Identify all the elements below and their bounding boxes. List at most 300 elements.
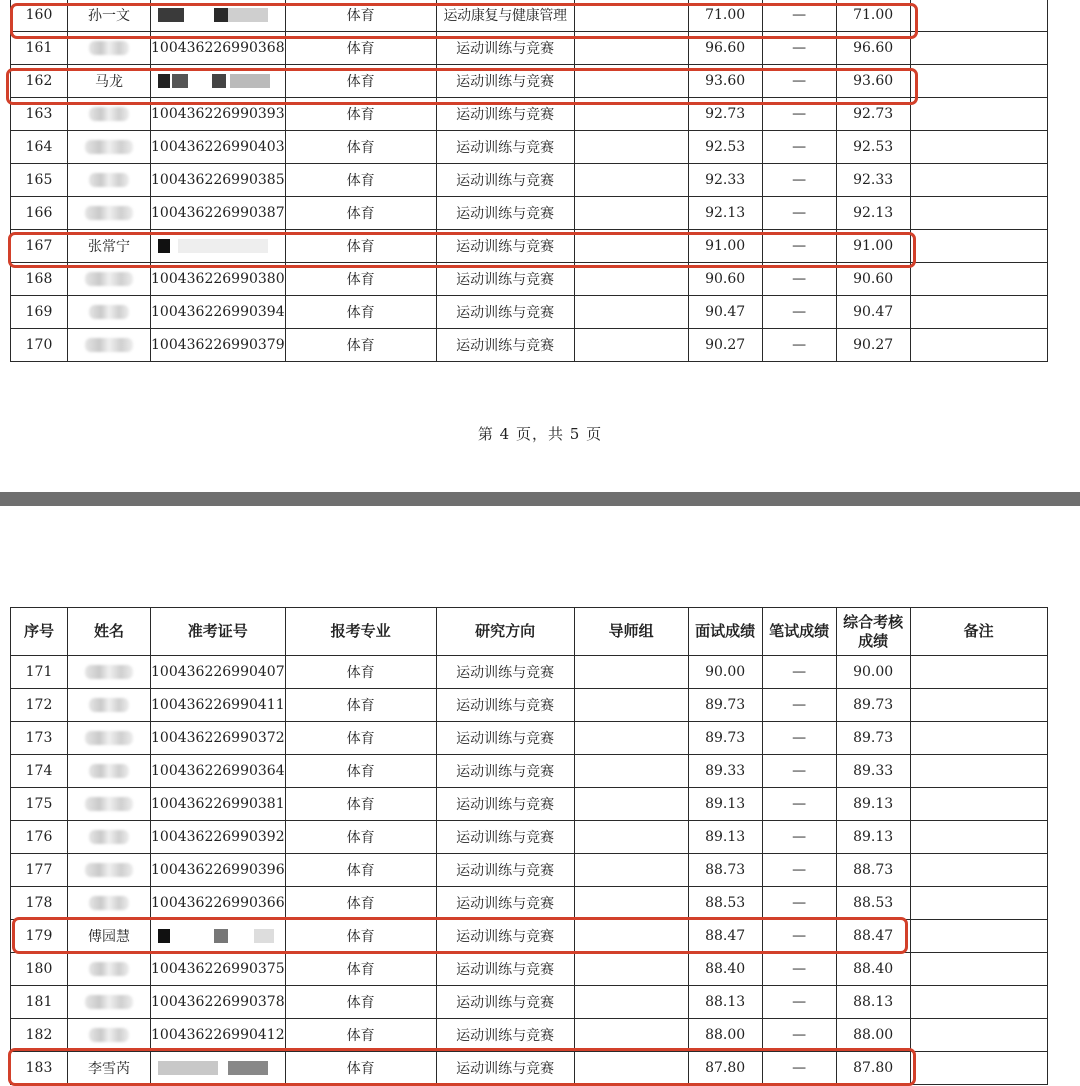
- cell-id: 100436226990387: [151, 197, 286, 230]
- cell-note: [910, 656, 1047, 689]
- cell-interview: 88.47: [688, 920, 762, 953]
- cell-total: 88.13: [836, 986, 910, 1019]
- cell-total: 88.00: [836, 1019, 910, 1052]
- cell-major: 体育: [285, 821, 436, 854]
- cell-major: 体育: [285, 920, 436, 953]
- cell-direction: 运动训练与竞赛: [436, 197, 574, 230]
- cell-total: 93.60: [836, 65, 910, 98]
- cell-major: 体育: [285, 755, 436, 788]
- header-no: 序号: [11, 608, 68, 656]
- cell-no: 169: [11, 296, 68, 329]
- cell-name: 李雪芮: [68, 1052, 151, 1085]
- cell-name: [68, 656, 151, 689]
- table-row: [11, 98, 1048, 131]
- cell-major: 体育: [285, 854, 436, 887]
- header-exam-id: 准考证号: [151, 608, 286, 656]
- redacted-name-mask: [89, 764, 129, 778]
- cell-no: 180: [11, 953, 68, 986]
- cell-mentor: [574, 953, 688, 986]
- redacted-id-mask: [158, 8, 278, 22]
- cell-major: 体育: [285, 329, 436, 362]
- header-mentor-group: 导师组: [574, 608, 688, 656]
- cell-written: —: [762, 689, 836, 722]
- cell-written: —: [762, 131, 836, 164]
- cell-written: —: [762, 1019, 836, 1052]
- table-row: [11, 1052, 1048, 1085]
- cell-written: —: [762, 230, 836, 263]
- redacted-id-mask: [158, 929, 278, 943]
- cell-total: 90.47: [836, 296, 910, 329]
- cell-id: 100436226990364: [151, 755, 286, 788]
- table-row: [11, 821, 1048, 854]
- cell-direction: 运动训练与竞赛: [436, 656, 574, 689]
- cell-name: [68, 164, 151, 197]
- cell-written: —: [762, 854, 836, 887]
- cell-direction: 运动训练与竞赛: [436, 854, 574, 887]
- cell-major: 体育: [285, 689, 436, 722]
- cell-id: 100436226990411: [151, 689, 286, 722]
- cell-id: 100436226990381: [151, 788, 286, 821]
- cell-note: [910, 32, 1047, 65]
- cell-name: [68, 32, 151, 65]
- cell-direction: 运动训练与竞赛: [436, 788, 574, 821]
- cell-note: [910, 920, 1047, 953]
- cell-mentor: [574, 1019, 688, 1052]
- cell-direction: 运动训练与竞赛: [436, 1052, 574, 1085]
- table-row: [11, 32, 1048, 65]
- cell-id: 100436226990372: [151, 722, 286, 755]
- table-row: [11, 656, 1048, 689]
- cell-written: —: [762, 656, 836, 689]
- cell-written: —: [762, 296, 836, 329]
- redacted-name-mask: [89, 896, 129, 910]
- cell-note: [910, 0, 1047, 32]
- cell-written: —: [762, 887, 836, 920]
- cell-no: 175: [11, 788, 68, 821]
- table-row: [11, 854, 1048, 887]
- cell-major: 体育: [285, 98, 436, 131]
- cell-major: 体育: [285, 263, 436, 296]
- score-table-page-4: [10, 0, 1048, 362]
- table-row: [11, 755, 1048, 788]
- cell-id: 100436226990375: [151, 953, 286, 986]
- cell-no: 161: [11, 32, 68, 65]
- cell-mentor: [574, 920, 688, 953]
- cell-name: [68, 329, 151, 362]
- cell-no: 181: [11, 986, 68, 1019]
- cell-interview: 89.73: [688, 689, 762, 722]
- redacted-name-mask: [85, 995, 133, 1009]
- table-row: [11, 263, 1048, 296]
- cell-no: 160: [11, 0, 68, 32]
- cell-total: 92.33: [836, 164, 910, 197]
- cell-id: [151, 920, 286, 953]
- redacted-name-mask: [89, 1028, 129, 1042]
- header-total-score: 综合考核成绩: [836, 608, 910, 656]
- table-row: [11, 920, 1048, 953]
- redacted-name-mask: [89, 107, 129, 121]
- cell-total: 91.00: [836, 230, 910, 263]
- cell-name: [68, 854, 151, 887]
- cell-written: —: [762, 755, 836, 788]
- table-row: [11, 164, 1048, 197]
- cell-total: 90.27: [836, 329, 910, 362]
- cell-total: 89.13: [836, 821, 910, 854]
- cell-id: 100436226990385: [151, 164, 286, 197]
- cell-written: —: [762, 32, 836, 65]
- cell-written: —: [762, 329, 836, 362]
- cell-note: [910, 164, 1047, 197]
- cell-mentor: [574, 821, 688, 854]
- cell-interview: 88.73: [688, 854, 762, 887]
- redacted-name-mask: [85, 140, 133, 154]
- cell-id: 100436226990396: [151, 854, 286, 887]
- cell-name: [68, 98, 151, 131]
- cell-major: 体育: [285, 65, 436, 98]
- cell-no: 162: [11, 65, 68, 98]
- cell-direction: 运动训练与竞赛: [436, 953, 574, 986]
- cell-no: 166: [11, 197, 68, 230]
- cell-written: —: [762, 164, 836, 197]
- cell-major: 体育: [285, 296, 436, 329]
- cell-note: [910, 986, 1047, 1019]
- cell-mentor: [574, 0, 688, 32]
- cell-written: —: [762, 65, 836, 98]
- cell-no: 178: [11, 887, 68, 920]
- cell-interview: 92.33: [688, 164, 762, 197]
- cell-name: [68, 821, 151, 854]
- cell-mentor: [574, 197, 688, 230]
- cell-major: 体育: [285, 722, 436, 755]
- cell-mentor: [574, 329, 688, 362]
- cell-major: 体育: [285, 788, 436, 821]
- cell-mentor: [574, 755, 688, 788]
- redacted-name-mask: [85, 863, 133, 877]
- cell-note: [910, 722, 1047, 755]
- cell-written: —: [762, 821, 836, 854]
- page-divider: [0, 492, 1080, 506]
- cell-note: [910, 755, 1047, 788]
- cell-direction: 运动训练与竞赛: [436, 263, 574, 296]
- cell-mentor: [574, 230, 688, 263]
- cell-major: 体育: [285, 230, 436, 263]
- cell-mentor: [574, 164, 688, 197]
- cell-written: —: [762, 722, 836, 755]
- cell-id: 100436226990366: [151, 887, 286, 920]
- cell-total: 88.73: [836, 854, 910, 887]
- cell-total: 88.47: [836, 920, 910, 953]
- cell-id: 100436226990407: [151, 656, 286, 689]
- cell-name: [68, 722, 151, 755]
- cell-note: [910, 230, 1047, 263]
- cell-note: [910, 1019, 1047, 1052]
- cell-id: 100436226990368: [151, 32, 286, 65]
- table-row: [11, 1019, 1048, 1052]
- cell-written: —: [762, 0, 836, 32]
- redacted-name-mask: [89, 962, 129, 976]
- cell-mentor: [574, 263, 688, 296]
- cell-major: 体育: [285, 887, 436, 920]
- cell-direction: 运动训练与竞赛: [436, 32, 574, 65]
- cell-interview: 71.00: [688, 0, 762, 32]
- cell-name: [68, 986, 151, 1019]
- header-major: 报考专业: [285, 608, 436, 656]
- table-row: [11, 329, 1048, 362]
- cell-major: 体育: [285, 32, 436, 65]
- table-row: [11, 197, 1048, 230]
- cell-note: [910, 65, 1047, 98]
- redacted-name-mask: [85, 272, 133, 286]
- cell-direction: 运动训练与竞赛: [436, 131, 574, 164]
- cell-note: [910, 131, 1047, 164]
- table-row: [11, 887, 1048, 920]
- table-row: [11, 0, 1048, 32]
- cell-mentor: [574, 1052, 688, 1085]
- cell-interview: 93.60: [688, 65, 762, 98]
- cell-total: 89.73: [836, 689, 910, 722]
- cell-mentor: [574, 131, 688, 164]
- redacted-name-mask: [89, 173, 129, 187]
- cell-written: —: [762, 1052, 836, 1085]
- cell-note: [910, 329, 1047, 362]
- cell-no: 173: [11, 722, 68, 755]
- cell-total: 89.73: [836, 722, 910, 755]
- header-note: 备注: [910, 608, 1047, 656]
- cell-name: 马龙: [68, 65, 151, 98]
- cell-total: 89.13: [836, 788, 910, 821]
- table-row: [11, 296, 1048, 329]
- table-row: [11, 986, 1048, 1019]
- cell-major: 体育: [285, 953, 436, 986]
- cell-direction: 运动训练与竞赛: [436, 296, 574, 329]
- redacted-name-mask: [89, 41, 129, 55]
- table-row: [11, 953, 1048, 986]
- cell-interview: 89.73: [688, 722, 762, 755]
- cell-id: [151, 0, 286, 32]
- cell-note: [910, 1052, 1047, 1085]
- cell-id: 100436226990412: [151, 1019, 286, 1052]
- table-row: [11, 722, 1048, 755]
- table-row: [11, 131, 1048, 164]
- cell-name: [68, 263, 151, 296]
- cell-direction: 运动训练与竞赛: [436, 230, 574, 263]
- cell-direction: 运动训练与竞赛: [436, 986, 574, 1019]
- cell-interview: 89.13: [688, 788, 762, 821]
- cell-no: 163: [11, 98, 68, 131]
- cell-note: [910, 821, 1047, 854]
- cell-mentor: [574, 32, 688, 65]
- header-direction: 研究方向: [436, 608, 574, 656]
- table-row: [11, 689, 1048, 722]
- cell-major: 体育: [285, 0, 436, 32]
- cell-no: 177: [11, 854, 68, 887]
- cell-major: 体育: [285, 131, 436, 164]
- redacted-id-mask: [158, 74, 278, 88]
- cell-interview: 88.00: [688, 1019, 762, 1052]
- cell-no: 171: [11, 656, 68, 689]
- cell-written: —: [762, 98, 836, 131]
- cell-id: [151, 1052, 286, 1085]
- cell-major: 体育: [285, 986, 436, 1019]
- cell-total: 89.33: [836, 755, 910, 788]
- cell-written: —: [762, 197, 836, 230]
- cell-interview: 92.73: [688, 98, 762, 131]
- cell-interview: 88.53: [688, 887, 762, 920]
- cell-total: 90.60: [836, 263, 910, 296]
- cell-total: 92.53: [836, 131, 910, 164]
- cell-note: [910, 788, 1047, 821]
- cell-major: 体育: [285, 1019, 436, 1052]
- header-name: 姓名: [68, 608, 151, 656]
- cell-direction: 运动训练与竞赛: [436, 1019, 574, 1052]
- cell-major: 体育: [285, 197, 436, 230]
- page-number-footer: 第 4 页，共 5 页: [477, 425, 603, 443]
- cell-mentor: [574, 65, 688, 98]
- cell-note: [910, 887, 1047, 920]
- cell-interview: 90.00: [688, 656, 762, 689]
- cell-note: [910, 263, 1047, 296]
- redacted-name-mask: [85, 206, 133, 220]
- cell-direction: 运动训练与竞赛: [436, 65, 574, 98]
- cell-id: [151, 65, 286, 98]
- cell-direction: 运动康复与健康管理: [436, 0, 574, 32]
- cell-direction: 运动训练与竞赛: [436, 164, 574, 197]
- cell-name: [68, 1019, 151, 1052]
- cell-note: [910, 197, 1047, 230]
- cell-no: 172: [11, 689, 68, 722]
- cell-direction: 运动训练与竞赛: [436, 722, 574, 755]
- table-row: [11, 788, 1048, 821]
- cell-written: —: [762, 986, 836, 1019]
- score-table-page-5: [10, 607, 1048, 1085]
- cell-id: 100436226990379: [151, 329, 286, 362]
- cell-written: —: [762, 263, 836, 296]
- cell-id: 100436226990393: [151, 98, 286, 131]
- cell-note: [910, 296, 1047, 329]
- cell-id: 100436226990394: [151, 296, 286, 329]
- cell-mentor: [574, 986, 688, 1019]
- cell-mentor: [574, 788, 688, 821]
- cell-direction: 运动训练与竞赛: [436, 98, 574, 131]
- cell-total: 88.53: [836, 887, 910, 920]
- cell-interview: 91.00: [688, 230, 762, 263]
- cell-mentor: [574, 656, 688, 689]
- cell-name: 傅园慧: [68, 920, 151, 953]
- cell-name: [68, 197, 151, 230]
- cell-no: 182: [11, 1019, 68, 1052]
- cell-total: 90.00: [836, 656, 910, 689]
- cell-no: 164: [11, 131, 68, 164]
- cell-no: 179: [11, 920, 68, 953]
- header-interview-score: 面试成绩: [688, 608, 762, 656]
- cell-direction: 运动训练与竞赛: [436, 689, 574, 722]
- table-row: [11, 230, 1048, 263]
- cell-no: 167: [11, 230, 68, 263]
- redacted-name-mask: [89, 830, 129, 844]
- cell-mentor: [574, 854, 688, 887]
- cell-interview: 90.47: [688, 296, 762, 329]
- redacted-name-mask: [89, 698, 129, 712]
- cell-id: 100436226990403: [151, 131, 286, 164]
- cell-interview: 88.40: [688, 953, 762, 986]
- cell-no: 176: [11, 821, 68, 854]
- cell-direction: 运动训练与竞赛: [436, 755, 574, 788]
- cell-name: [68, 953, 151, 986]
- cell-interview: 92.53: [688, 131, 762, 164]
- cell-mentor: [574, 887, 688, 920]
- redacted-name-mask: [85, 338, 133, 352]
- cell-mentor: [574, 98, 688, 131]
- cell-no: 183: [11, 1052, 68, 1085]
- redacted-name-mask: [85, 797, 133, 811]
- cell-name: [68, 131, 151, 164]
- cell-id: 100436226990392: [151, 821, 286, 854]
- cell-mentor: [574, 689, 688, 722]
- redacted-name-mask: [85, 665, 133, 679]
- cell-id: 100436226990378: [151, 986, 286, 1019]
- cell-direction: 运动训练与竞赛: [436, 821, 574, 854]
- cell-major: 体育: [285, 656, 436, 689]
- cell-note: [910, 98, 1047, 131]
- cell-id: 100436226990380: [151, 263, 286, 296]
- header-written-score: 笔试成绩: [762, 608, 836, 656]
- cell-written: —: [762, 788, 836, 821]
- table-header-row: [11, 608, 1048, 656]
- cell-interview: 89.13: [688, 821, 762, 854]
- cell-note: [910, 953, 1047, 986]
- cell-name: 张常宁: [68, 230, 151, 263]
- cell-total: 92.13: [836, 197, 910, 230]
- cell-total: 71.00: [836, 0, 910, 32]
- cell-written: —: [762, 920, 836, 953]
- table-row: [11, 65, 1048, 98]
- cell-name: 孙一文: [68, 0, 151, 32]
- cell-note: [910, 854, 1047, 887]
- cell-total: 87.80: [836, 1052, 910, 1085]
- cell-interview: 89.33: [688, 755, 762, 788]
- cell-major: 体育: [285, 1052, 436, 1085]
- cell-id: [151, 230, 286, 263]
- cell-no: 165: [11, 164, 68, 197]
- cell-interview: 88.13: [688, 986, 762, 1019]
- cell-written: —: [762, 953, 836, 986]
- cell-mentor: [574, 722, 688, 755]
- cell-name: [68, 689, 151, 722]
- cell-interview: 90.60: [688, 263, 762, 296]
- cell-name: [68, 755, 151, 788]
- redacted-id-mask: [158, 1061, 278, 1075]
- cell-mentor: [574, 296, 688, 329]
- cell-major: 体育: [285, 164, 436, 197]
- cell-direction: 运动训练与竞赛: [436, 920, 574, 953]
- redacted-name-mask: [85, 731, 133, 745]
- cell-no: 174: [11, 755, 68, 788]
- cell-total: 88.40: [836, 953, 910, 986]
- cell-interview: 96.60: [688, 32, 762, 65]
- cell-no: 170: [11, 329, 68, 362]
- cell-interview: 87.80: [688, 1052, 762, 1085]
- redacted-id-mask: [158, 239, 278, 253]
- cell-note: [910, 689, 1047, 722]
- cell-direction: 运动训练与竞赛: [436, 887, 574, 920]
- redacted-name-mask: [89, 305, 129, 319]
- cell-total: 96.60: [836, 32, 910, 65]
- cell-name: [68, 296, 151, 329]
- cell-no: 168: [11, 263, 68, 296]
- cell-name: [68, 788, 151, 821]
- cell-direction: 运动训练与竞赛: [436, 329, 574, 362]
- cell-name: [68, 887, 151, 920]
